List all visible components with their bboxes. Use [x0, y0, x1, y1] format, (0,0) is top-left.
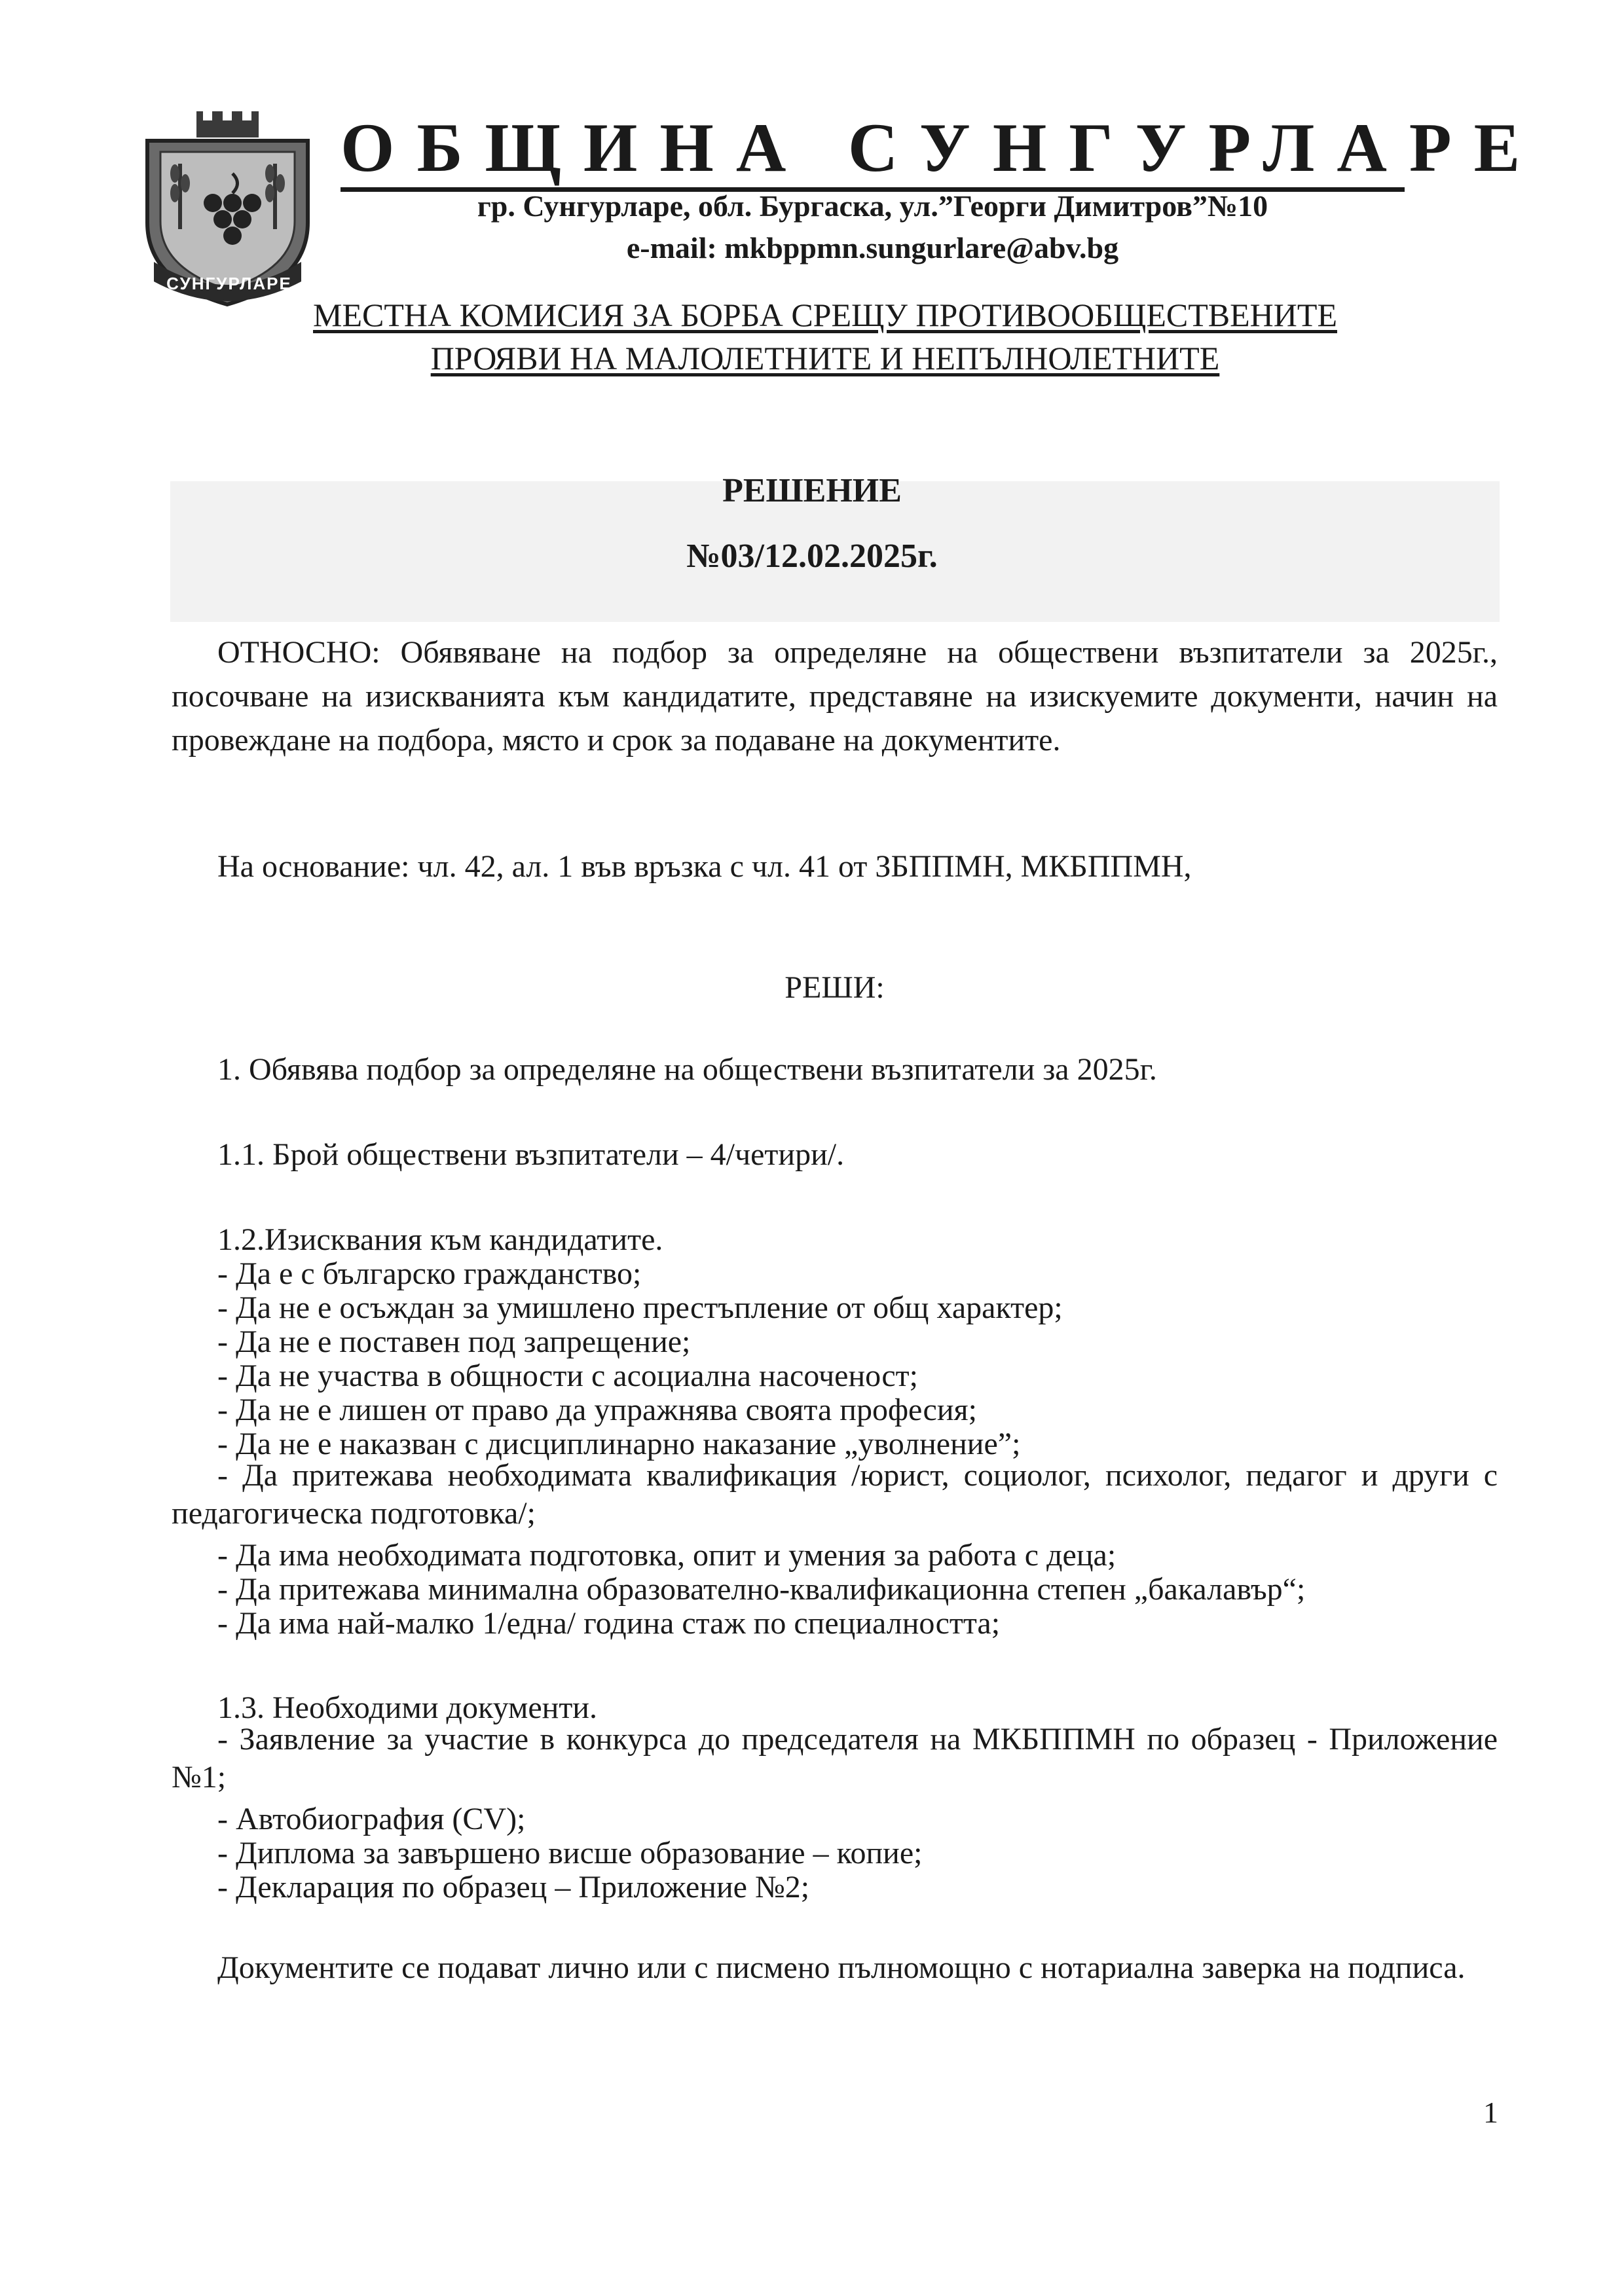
requirement-item: - Да притежава минимална образователно-квалификационна степен „бакалавър“;: [217, 1572, 1306, 1607]
municipality-email[interactable]: e-mail: mkbppmn.sungurlare@abv.bg: [626, 231, 1119, 264]
decision-number: №03/12.02.2025г.: [686, 538, 938, 575]
requirement-item: - Да не е лишен от право да упражнява своята професия;: [217, 1393, 977, 1427]
document-item: - Автобиография (CV);: [217, 1802, 526, 1836]
decision-title: РЕШЕНИЕ: [722, 472, 902, 509]
requirement-item: - Да има необходимата подготовка, опит и умения за работа с деца;: [217, 1538, 1116, 1573]
item-1-2-title: 1.2.Изисквания към кандидатите.: [217, 1222, 663, 1257]
requirement-item: - Да има най-малко 1/една/ година стаж по специалността;: [217, 1606, 1001, 1641]
item-1-3-title: 1.3. Необходими документи.: [217, 1690, 597, 1725]
item-1: 1. Обявява подбор за определяне на обществени възпитатели за 2025г.: [217, 1052, 1157, 1087]
page-number: 1: [1483, 2096, 1498, 2129]
subject-paragraph: ОТНОСНО: Обявяване на подбор за определяне на обществени възпитатели за 2025г., посочване на изискванията към кандидатите, представяне на изискуемите документи, начин на провеждане на подбора, място и срок за подаване на документите.: [172, 635, 1498, 757]
commission-name-line2: ПРОЯВИ НА МАЛОЛЕТНИТЕ И НЕПЪЛНОЛЕТНИТЕ: [430, 340, 1220, 376]
requirement-item: - Да не е поставен под запрещение;: [217, 1324, 691, 1359]
requirement-item: - Да е с българско гражданство;: [217, 1256, 642, 1291]
requirement-item: - Да не е наказван с дисциплинарно наказание „уволнение”;: [217, 1427, 1021, 1461]
document-item: - Декларация по образец – Приложение №2;: [217, 1870, 810, 1904]
municipality-address: гр. Сунгурларе, обл. Бургаска, ул.”Георги Димитров”№10: [477, 189, 1268, 223]
requirement-qualification: - Да притежава необходимата квалификация /юрист, социолог, психолог, педагог и други с педагогическа подготовка/;: [172, 1458, 1498, 1531]
requirement-item: - Да не участва в общности с асоциална насоченост;: [217, 1358, 918, 1393]
document-application: - Заявление за участие в конкурса до председателя на МКБППМН по образец - Приложение №1;: [172, 1722, 1498, 1795]
item-1-1: 1.1. Брой обществени възпитатели – 4/четири/.: [217, 1137, 845, 1172]
submission-note: Документите се подават лично или с писмено пълномощно с нотариална заверка на подписа.: [217, 1950, 1466, 1985]
requirement-item: - Да не е осъждан за умишлено престъпление от общ характер;: [217, 1290, 1063, 1325]
legal-basis: На основание: чл. 42, ал. 1 във връзка с чл. 41 от ЗБППМН, МКБППМН,: [217, 849, 1192, 884]
municipality-name: ОБЩИНА СУНГУРЛАРЕ: [341, 109, 1543, 186]
crest-ribbon-text: СУНГУРЛАРЕ: [166, 274, 292, 293]
document-item: - Диплома за завършено висше образование – копие;: [217, 1836, 923, 1870]
commission-name-line1: МЕСТНА КОМИСИЯ ЗА БОРБА СРЕЩУ ПРОТИВООБЩЕСТВЕНИТЕ: [313, 297, 1337, 333]
resolved-heading: РЕШИ:: [784, 970, 885, 1005]
